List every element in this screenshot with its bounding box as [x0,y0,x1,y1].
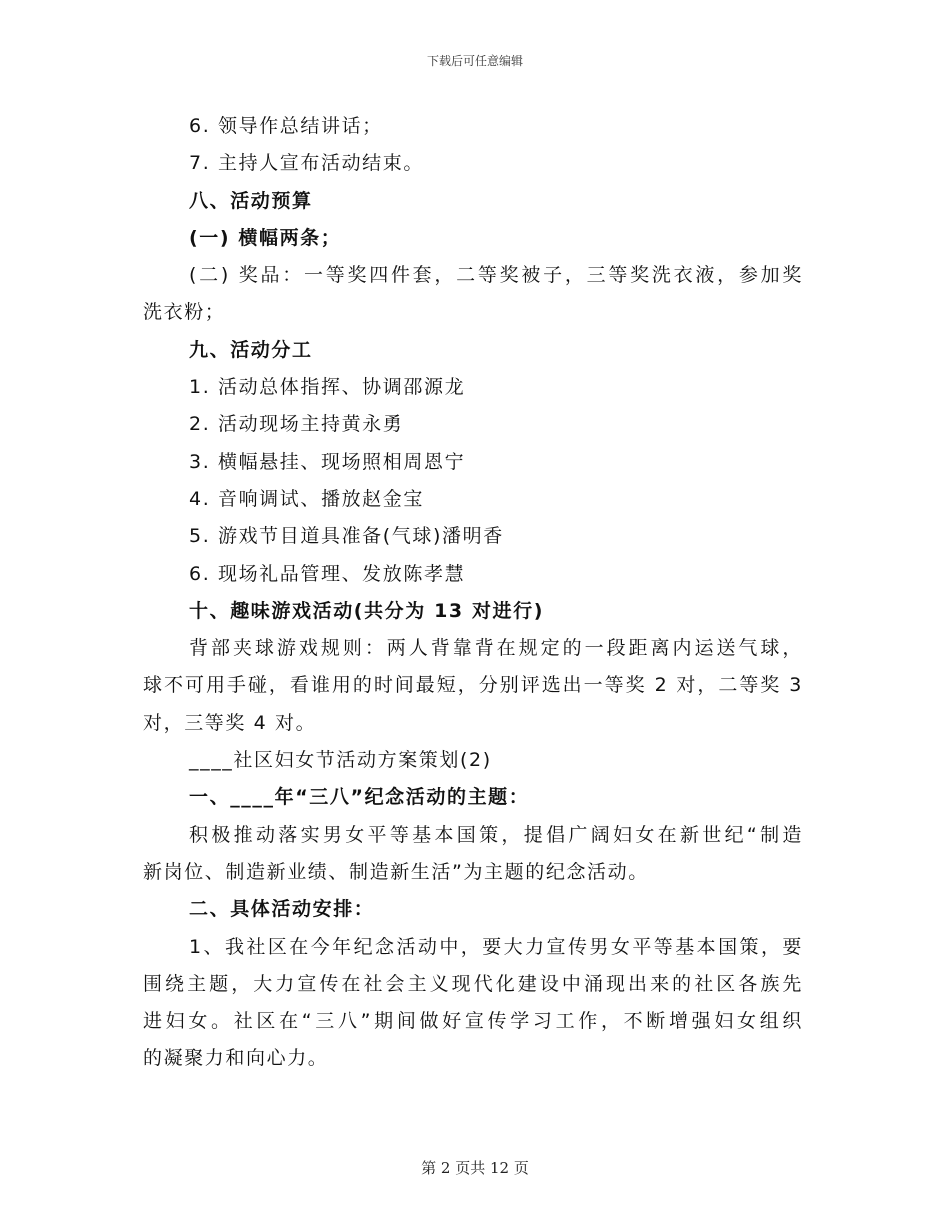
theme-paragraph-line-1: 积极推动落实男女平等基本国策，提倡广阔妇女在新世纪“制造 [189,823,803,846]
list-item-host-closing: 7. 主持人宣布活动结束。 [189,152,424,175]
theme-paragraph-line-2: 新岗位、制造新业绩、制造新生活”为主题的纪念活动。 [143,860,649,883]
section-heading-theme: 一、____年“三八”纪念活动的主题： [189,786,530,809]
section-heading-division: 九、活动分工 [189,338,313,361]
arrangement-paragraph-line-2: 围绕主题，大力宣传在社会主义现代化建设中涌现出来的社区各族先 [143,972,803,995]
budget-item-banners: (一) 横幅两条； [189,226,342,249]
division-item-3: 3. 横幅悬挂、现场照相周恩宁 [189,450,466,473]
budget-item-prizes: (二) 奖品：一等奖四件套，二等奖被子，三等奖洗衣液，参加奖 [189,264,803,287]
page-footer: 第 2 页共 12 页 [421,1159,529,1177]
arrangement-paragraph-line-4: 的凝聚力和向心力。 [143,1047,329,1070]
game-rules-line-1: 背部夹球游戏规则：两人背靠背在规定的一段距离内运送气球， [189,637,803,660]
division-item-1: 1. 活动总体指挥、协调邵源龙 [189,376,466,399]
division-item-5: 5. 游戏节目道具准备(气球)潘明香 [189,525,504,548]
budget-item-prizes-continued: 洗衣粉； [143,301,226,324]
division-item-6: 6. 现场礼品管理、发放陈孝慧 [189,562,466,585]
section-heading-budget: 八、活动预算 [189,189,313,212]
division-item-2: 2. 活动现场主持黄永勇 [189,413,404,436]
game-rules-line-3: 对，三等奖 4 对。 [143,711,317,734]
arrangement-paragraph-line-3: 进妇女。社区在“三八”期间做好宣传学习工作，不断增强妇女组织 [143,1010,803,1033]
arrangement-paragraph-line-1: 1、我社区在今年纪念活动中，要大力宣传男女平等基本国策，要 [189,935,803,958]
section-heading-games: 十、趣味游戏活动(共分为 13 对进行) [189,599,545,622]
subtitle-plan-2: ____社区妇女节活动方案策划(2) [189,749,492,772]
page-header: 下载后可任意编辑 [426,54,523,68]
game-rules-line-2: 球不可用手碰，看谁用的时间最短，分别评选出一等奖 2 对，二等奖 3 [143,674,803,697]
list-item-summary-speech: 6. 领导作总结讲话； [189,115,383,137]
document-body [143,108,803,1078]
division-item-4: 4. 音响调试、播放赵金宝 [189,487,424,510]
section-heading-arrangement: 二、具体活动安排： [189,898,375,921]
